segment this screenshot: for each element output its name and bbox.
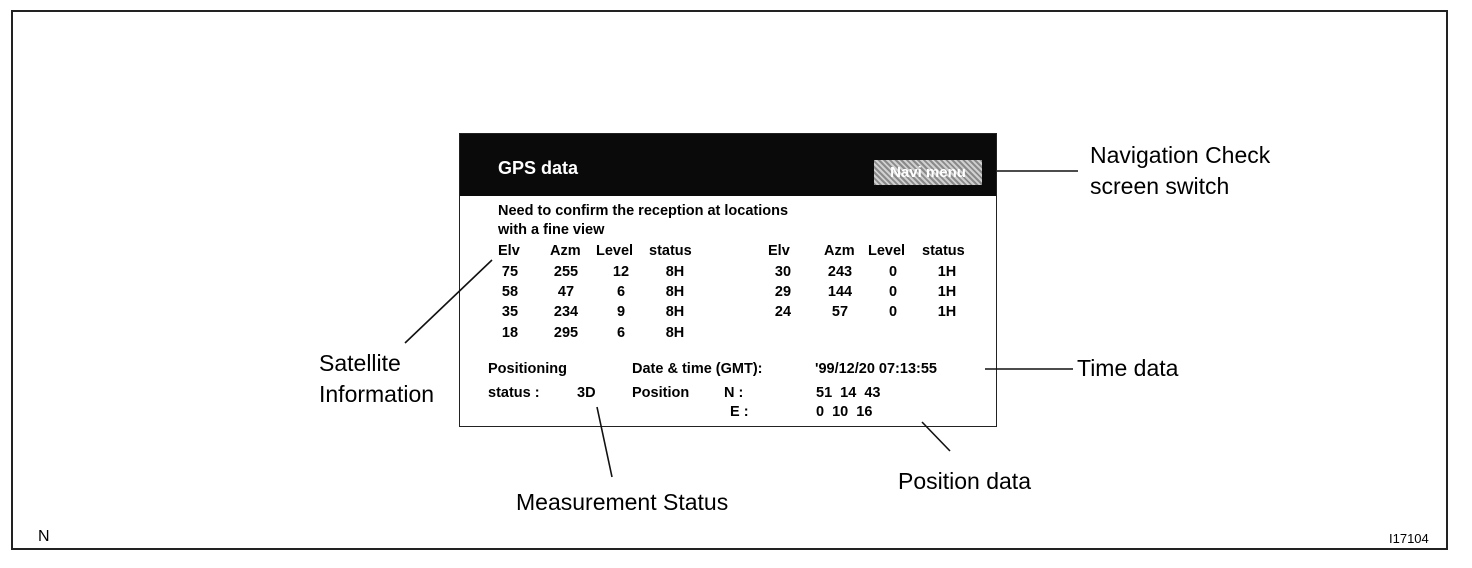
right-header-elv: Elv (768, 243, 790, 259)
table-cell: 0 (888, 304, 898, 320)
right-header-azm: Azm (824, 243, 855, 259)
satellite-label-line2: Information (319, 381, 435, 407)
screen-title: GPS data (498, 158, 579, 178)
table-cell: 29 (774, 284, 792, 300)
nav-check-label-line1: Navigation Check (1090, 142, 1271, 168)
table-cell: 1H (937, 304, 957, 320)
positioning-label: Positioning (488, 361, 567, 377)
table-cell: 8H (665, 284, 685, 300)
table-cell: 1H (937, 264, 957, 280)
datetime-value: '99/12/20 07:13:55 (815, 361, 937, 377)
table-cell: 255 (553, 264, 579, 280)
position-data-label: Position data (898, 468, 1031, 494)
table-cell: 8H (665, 325, 685, 341)
satellite-label-line1: Satellite (319, 350, 401, 376)
e-value: 0 10 16 (816, 404, 873, 420)
right-header-level: Level (868, 243, 906, 259)
position-data-leader (922, 422, 950, 451)
table-cell: 30 (774, 264, 792, 280)
table-cell: 144 (827, 284, 853, 300)
navi-menu-button[interactable]: Navi menu (874, 160, 982, 185)
reception-message-line2: with a fine view (498, 222, 605, 238)
measurement-status-label: Measurement Status (516, 489, 729, 515)
table-cell: 12 (612, 264, 630, 280)
nav-check-label-line2: screen switch (1090, 173, 1230, 199)
n-label: N : (724, 385, 744, 401)
measurement-leader (597, 407, 612, 477)
left-header-status: status (649, 243, 692, 259)
table-cell: 8H (665, 304, 685, 320)
table-cell: 234 (553, 304, 579, 320)
reception-message-line1: Need to confirm the reception at locations (498, 203, 789, 219)
table-cell: 35 (501, 304, 519, 320)
table-cell: 0 (888, 264, 898, 280)
table-cell: 75 (501, 264, 519, 280)
time-data-label: Time data (1077, 355, 1179, 381)
table-cell: 1H (937, 284, 957, 300)
table-cell: 9 (616, 304, 626, 320)
table-cell: 18 (501, 325, 519, 341)
table-cell: 6 (616, 325, 626, 341)
figure-id: I17104 (1389, 531, 1429, 546)
status-value: 3D (577, 385, 596, 401)
left-header-azm: Azm (550, 243, 581, 259)
datetime-label: Date & time (GMT): (632, 361, 763, 377)
table-cell: 47 (557, 284, 575, 300)
table-cell: 8H (665, 264, 685, 280)
table-cell: 58 (501, 284, 519, 300)
left-header-elv: Elv (498, 243, 520, 259)
table-cell: 243 (827, 264, 853, 280)
e-label: E : (730, 404, 749, 420)
table-cell: 57 (831, 304, 849, 320)
satellite-leader (405, 260, 492, 343)
right-header-status: status (922, 243, 965, 259)
table-cell: 24 (774, 304, 792, 320)
corner-label-left: N (38, 528, 50, 545)
table-cell: 0 (888, 284, 898, 300)
status-label: status : (488, 385, 540, 401)
left-header-level: Level (596, 243, 634, 259)
table-cell: 295 (553, 325, 579, 341)
n-value: 51 14 43 (816, 385, 881, 401)
position-label: Position (632, 385, 690, 401)
table-cell: 6 (616, 284, 626, 300)
